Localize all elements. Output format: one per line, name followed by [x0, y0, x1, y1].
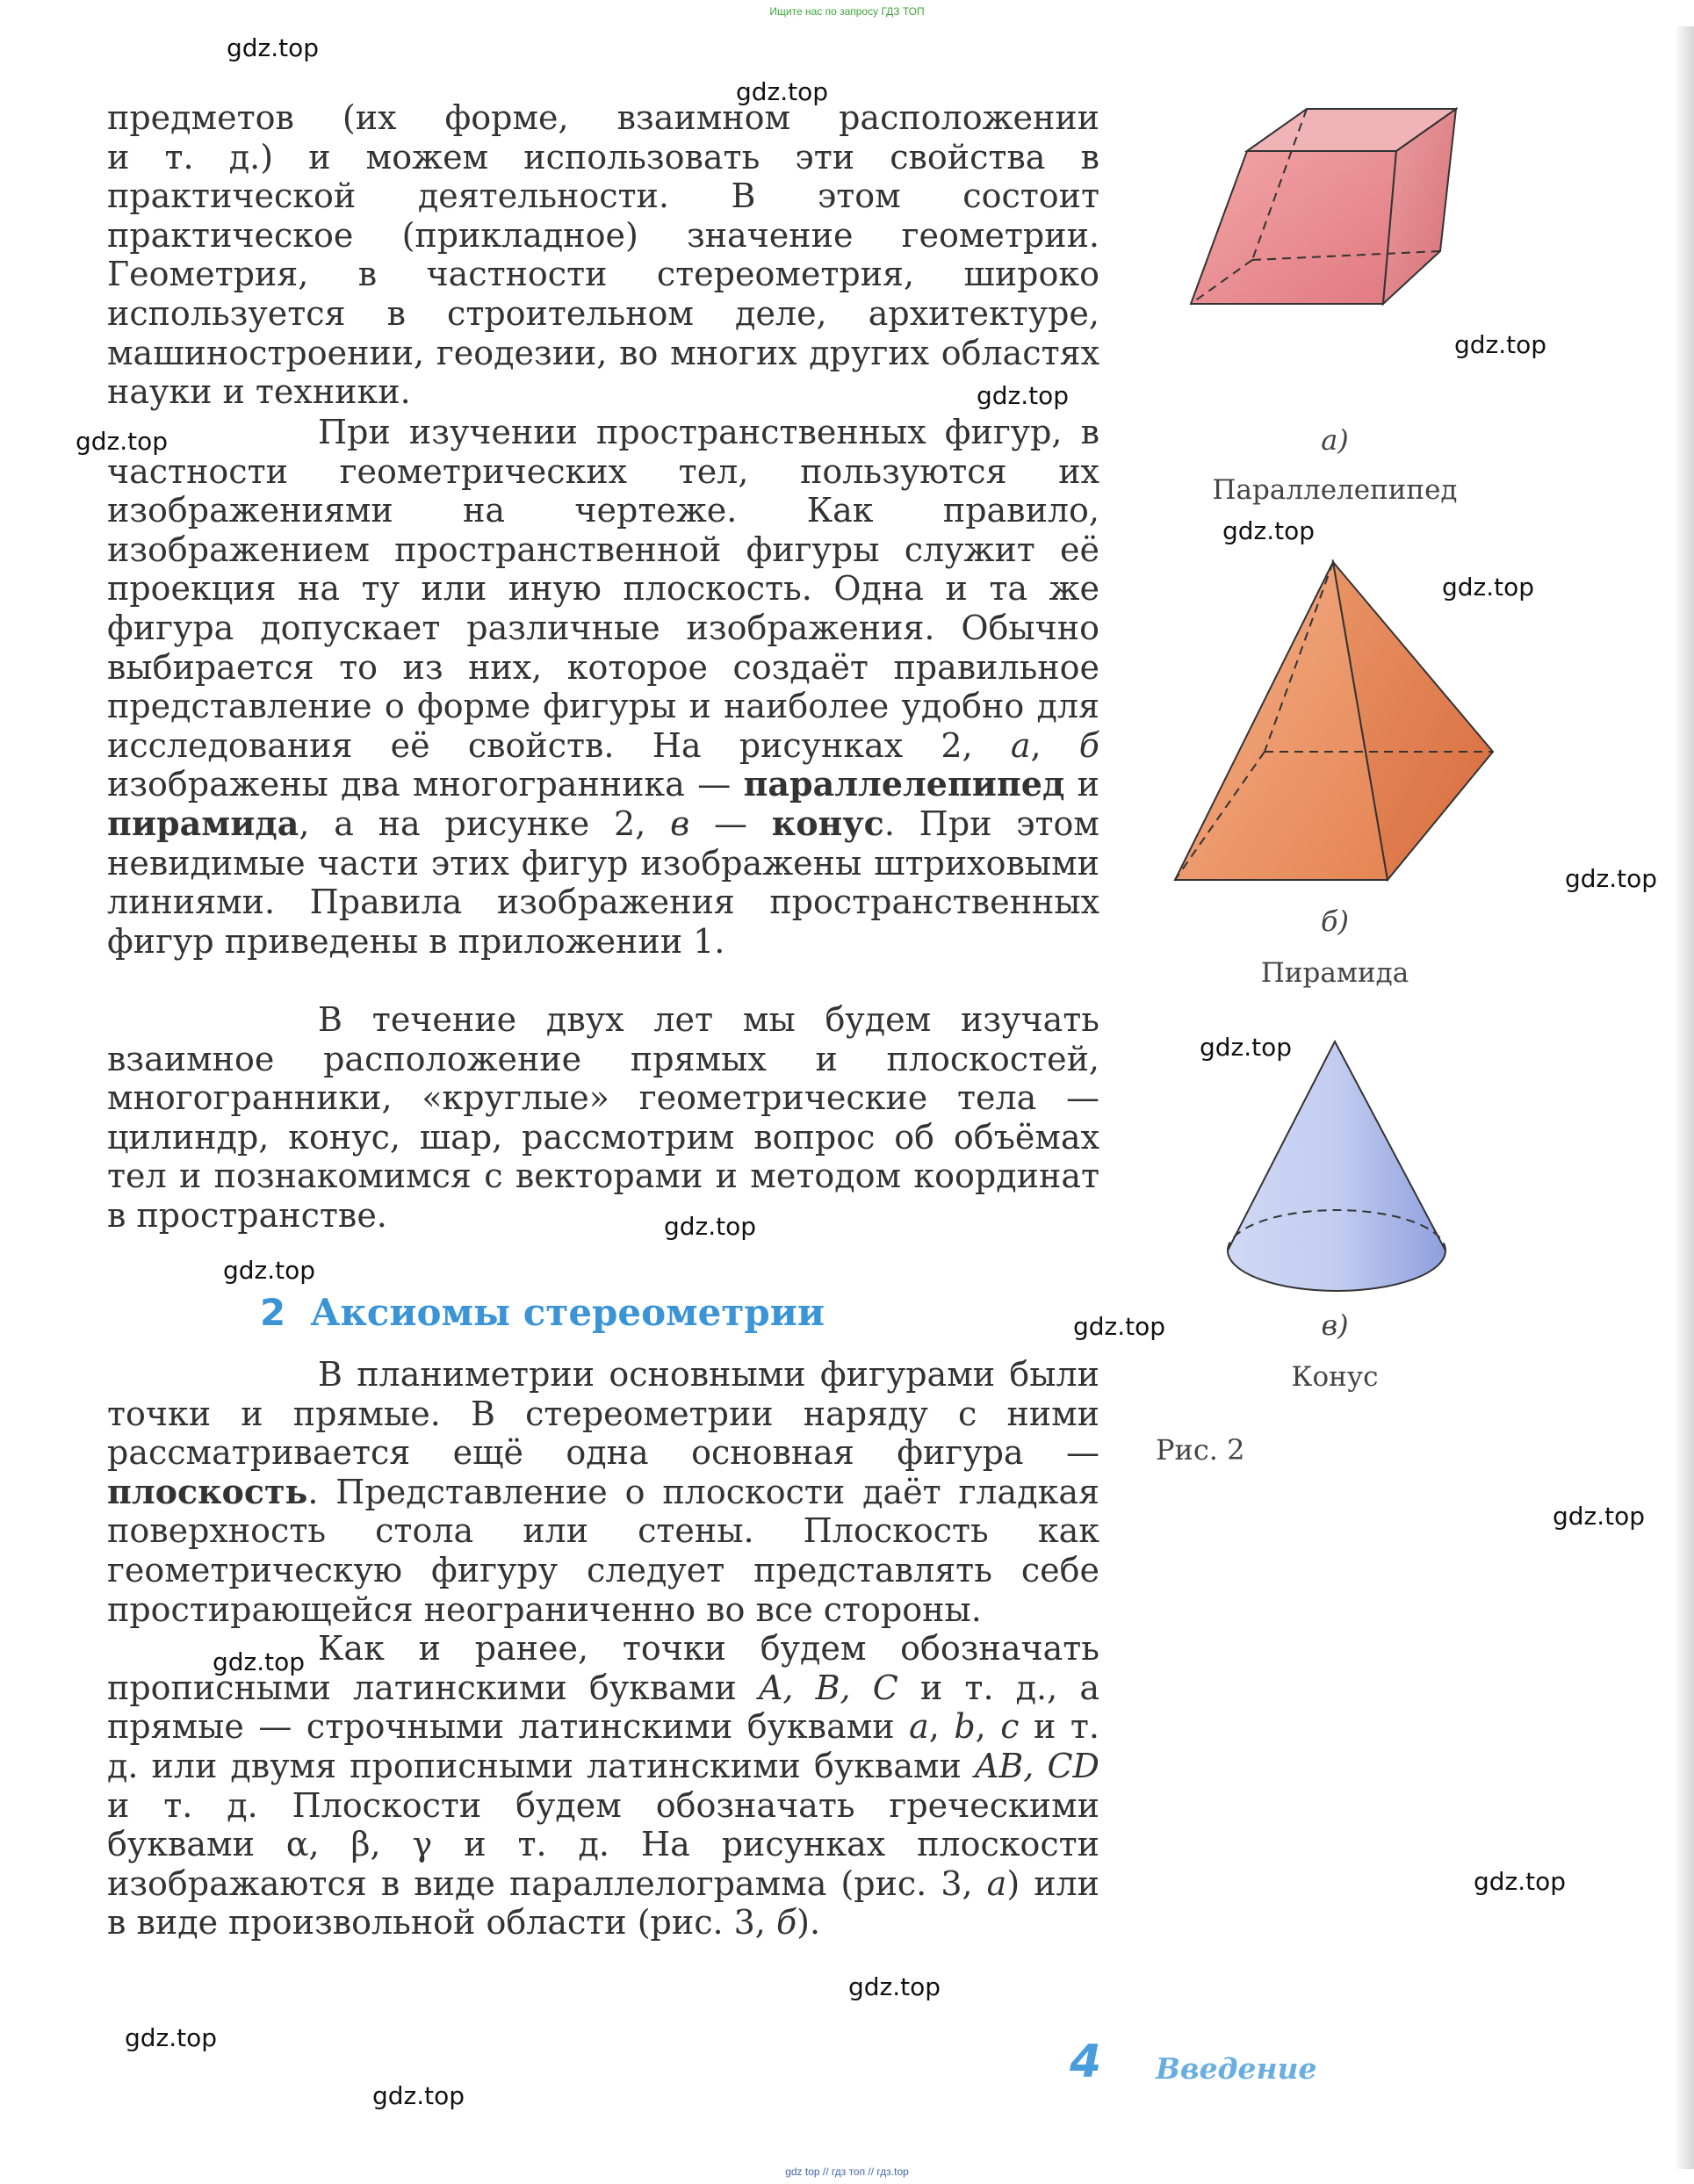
s2-comma-2: , — [975, 1707, 1001, 1747]
paragraph-1-rest: и т. д.) и можем использовать эти свойства в практической деятельности. В этом состоит практическое (прикладное) значение геометрии. Геометрия, в частности стереометрия, широко используется в строительном деле, архитектуре, машиностроении, геодезии, во многих других областях науки и техники. — [107, 137, 1099, 412]
watermark: gdz.top — [125, 2023, 218, 2052]
term-plane: плоскость — [107, 1471, 308, 1511]
bottom-banner: gdz top // гдз топ // гдз.top — [785, 2166, 909, 2178]
figure-letter-a: а) — [1321, 423, 1349, 457]
s1-text-b: . Представление о плоскости даёт гладкая поверхность стола или стены. Плоскость как геометрическую фигуру следует представлять себе простирающейся неограниченно во все стороны. — [107, 1472, 1099, 1629]
figure-letter-b: б) — [1320, 905, 1349, 938]
s2-text-a: Как и ранее, точки будем обозначать прописными латинскими буквами — [107, 1629, 1099, 1707]
paragraph-2-text — [107, 413, 1099, 961]
watermark: gdz.top — [213, 1647, 306, 1676]
s2-line-a: a — [909, 1707, 929, 1747]
p2-text-a: При изучении пространственных фигур, в частности геометрических тел, пользуются их изображениями на чертеже. Как правило, изображением пространственной фигуры служит её проекция на ту или иную плоскость. Одна и та же фигура допускает различные изображения. Обычно выбирается то из них, которое создаёт правильное представление о форме фигуры и наиболее удобно для исследования её свойств. На рисунках 2, — [107, 413, 1099, 765]
watermark: gdz.top — [736, 77, 829, 106]
s2-text-d: и т. д. Плоскости будем обозначать греческими буквами α, β, γ и т. д. На рисунках плоскости изображаются в виде параллелограмма (рис. 3, — [107, 1785, 1099, 1903]
s2-line-c: c — [1000, 1707, 1020, 1747]
watermark: gdz.top — [227, 33, 320, 62]
watermark: gdz.top — [664, 1212, 757, 1241]
watermark: gdz.top — [76, 427, 169, 456]
paragraph-1 — [107, 98, 1099, 412]
top-banner: Ищите нас по запросу ГДЗ ТОП — [769, 5, 925, 18]
p2-letter-b: б — [1078, 725, 1099, 765]
watermark: gdz.top — [1222, 516, 1316, 545]
section-title: Аксиомы стереометрии — [310, 1291, 825, 1334]
figure-name-pyramid: Пирамида — [1260, 957, 1409, 989]
s2-fig-b: б — [775, 1903, 797, 1943]
parallelepiped-figure — [1177, 97, 1458, 413]
s2-text-b: и т. д., а прямые — строчными латинскими буквами — [107, 1668, 1099, 1747]
p2-sep: , — [1030, 725, 1079, 765]
watermark: gdz.top — [1454, 330, 1547, 359]
s2-points: A, B, C — [758, 1668, 898, 1707]
s2-text-c: и т. д. или двумя прописными латинскими буквами — [107, 1707, 1099, 1785]
watermark: gdz.top — [1442, 573, 1535, 602]
s2-pairs: AB, CD — [974, 1746, 1099, 1785]
paragraph-3 — [107, 1000, 1099, 1236]
watermark: gdz.top — [372, 2081, 465, 2110]
figure-letter-v: в) — [1321, 1308, 1349, 1342]
paragraph-3-text: В течение двух лет мы будем изучать взаимное расположение прямых и плоскостей, многогранники, «круглые» геометрические тела — цилиндр, конус, шар, рассмотрим вопрос об объёмах тел и познакомимся с векторами и методом координат в пространстве. — [107, 1000, 1099, 1235]
figure-name-parallelepiped: Параллелепипед — [1212, 474, 1458, 506]
s2-text-e: ) или в виде произвольной области (рис. 3, — [107, 1863, 1099, 1943]
s2-text-f: ). — [797, 1903, 821, 1943]
p2-text-c: , а на рисунке 2, — [299, 804, 671, 843]
watermark: gdz.top — [1553, 1502, 1646, 1531]
p2-letter-a: а — [1010, 725, 1031, 765]
footer-section-name: Введение — [1156, 2051, 1317, 2086]
watermark: gdz.top — [223, 1256, 316, 1285]
s2-comma-1: , — [928, 1707, 955, 1747]
s1-text-a: В планиметрии основными фигурами были точки и прямые. В стереометрии наряду с ними рассматривается ещё одна основная фигура — — [107, 1355, 1099, 1473]
pyramid-figure — [1168, 553, 1502, 887]
p2-letter-v: в — [670, 804, 690, 843]
cone-figure — [1221, 1036, 1458, 1300]
p2-text-d: . При этом невидимые части этих фигур изображены штриховыми линиями. Правила изображения пространственных фигур приведены в приложении 1. — [107, 804, 1099, 961]
watermark: gdz.top — [1200, 1033, 1293, 1062]
figure-name-cone: Конус — [1291, 1361, 1379, 1393]
p2-text-b: изображены два многогранника — — [107, 765, 744, 804]
term-cone: конус — [771, 803, 884, 843]
section-heading — [260, 1291, 825, 1334]
term-pyramid: пирамида — [107, 803, 299, 843]
paragraph-2 — [107, 413, 1099, 961]
page-edge — [1675, 26, 1694, 2169]
watermark: gdz.top — [1474, 1867, 1567, 1896]
watermark: gdz.top — [848, 1972, 941, 2001]
s2-fig-a: а — [986, 1863, 1007, 1903]
term-parallelepiped: параллелепипед — [743, 764, 1065, 804]
figure-caption: Рис. 2 — [1156, 1433, 1245, 1467]
page-number: 4 — [1070, 2036, 1102, 2088]
section-number: 2 — [260, 1291, 286, 1334]
watermark: gdz.top — [977, 381, 1070, 410]
watermark: gdz.top — [1565, 864, 1658, 893]
section-paragraph-1-text — [107, 1355, 1099, 1629]
paragraph-1-line-1: предметов (их форме, взаимном расположении — [107, 98, 1099, 137]
watermark: gdz.top — [1073, 1312, 1166, 1341]
s2-line-b: b — [954, 1707, 976, 1747]
p2-dash: — — [689, 804, 772, 843]
p2-and: и — [1064, 765, 1100, 804]
